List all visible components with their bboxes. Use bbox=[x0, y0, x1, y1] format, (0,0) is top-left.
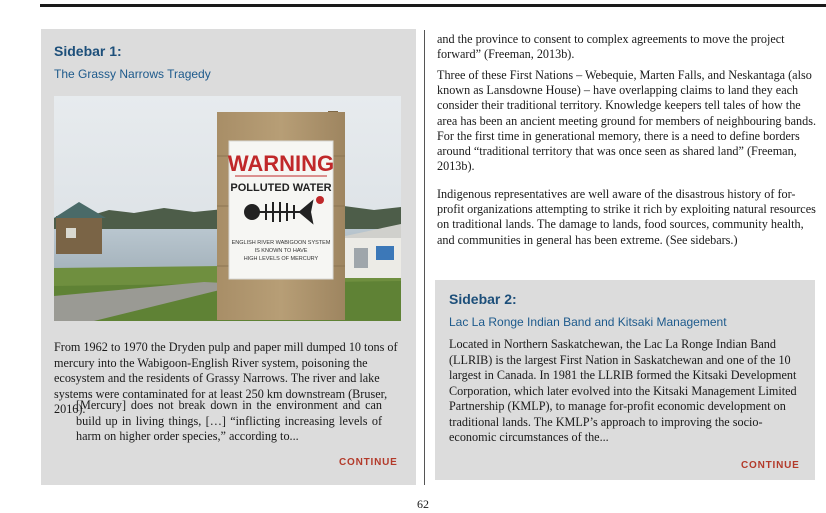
sidebar-grassy-narrows bbox=[41, 29, 416, 485]
sidebar-lac-la-ronge bbox=[435, 280, 815, 480]
sidebar-paragraph: Located in Northern Saskatchewan, the Lac La Ronge Indian Band (LLRIB) is the largest First Nation in Saskatchewan and one of the 10 largest in Canada. In 1981 the LLRIB formed the Kitsaki Development Corporation, which later evolved into the Kitsaki Management Limited Partnership (KMLP), to manage for-profit economic development on traditional lands. The KMLP’s approach to improving the socio-economic circumstances of the... bbox=[449, 337, 797, 444]
continued-paragraph: and the province to consent to complex agreements to move the project forward” (Freeman, 2013b). bbox=[437, 32, 785, 62]
sign-line-1: ENGLISH RIVER WABIGOON SYSTEM bbox=[231, 240, 331, 246]
sign-line-2: IS KNOWN TO HAVE bbox=[254, 248, 308, 254]
sidebar-title: Sidebar 1: bbox=[54, 43, 122, 59]
sidebar-subtitle: The Grassy Narrows Tragedy bbox=[54, 67, 211, 81]
sidebar-subtitle: Lac La Ronge Indian Band and Kitsaki Management bbox=[449, 315, 727, 329]
continue-link[interactable]: CONTINUE bbox=[741, 460, 800, 471]
continue-link[interactable]: CONTINUE bbox=[339, 457, 398, 468]
column-divider bbox=[424, 30, 425, 485]
sign-subheading-text: POLLUTED WATER bbox=[230, 182, 332, 194]
body-paragraph: Indigenous representatives are well aware of the disastrous history of for-profit organizations attempting to strike it rich by exploiting natural resources on traditional lands. The damage to lands, food sources, community health, and communities in general has been extreme. (See sidebars.) bbox=[437, 187, 816, 247]
warning-sign-photo bbox=[54, 96, 401, 321]
body-paragraph: Three of these First Nations – Webequie, Marten Falls, and Neskantaga (also known as Lansdowne House) – have overlapping claims to land they each consider their traditional territory. Knowledge keepers tell tales of how the area has been an ancient meeting ground for members of neighbouring bands. For the first time in generational memory, there is a need to define borders around “traditional territory that was once seen as shared land” (Freeman, 2013b). bbox=[437, 68, 817, 174]
sign-warning-text: WARNING bbox=[227, 151, 335, 176]
sidebar-paragraph: From 1962 to 1970 the Dryden pulp and paper mill dumped 10 tons of mercury into the Wabigoon-English River system, poisoning the ecosystem and the residents of Grassy Narrows. The river and lake systems were contaminated for at least 250 km downstream (Bruser, 2016). bbox=[54, 340, 398, 416]
sidebar-title: Sidebar 2: bbox=[449, 291, 517, 307]
top-rule bbox=[40, 4, 826, 7]
sidebar-quote: [Mercury] does not break down in the environment and can build up in living things, […] “inflicting increasing levels of harm on higher order species,” according to... bbox=[76, 398, 382, 443]
sign-line-3: HIGH LEVELS OF MERCURY bbox=[243, 256, 319, 262]
page-number: 62 bbox=[417, 497, 429, 511]
